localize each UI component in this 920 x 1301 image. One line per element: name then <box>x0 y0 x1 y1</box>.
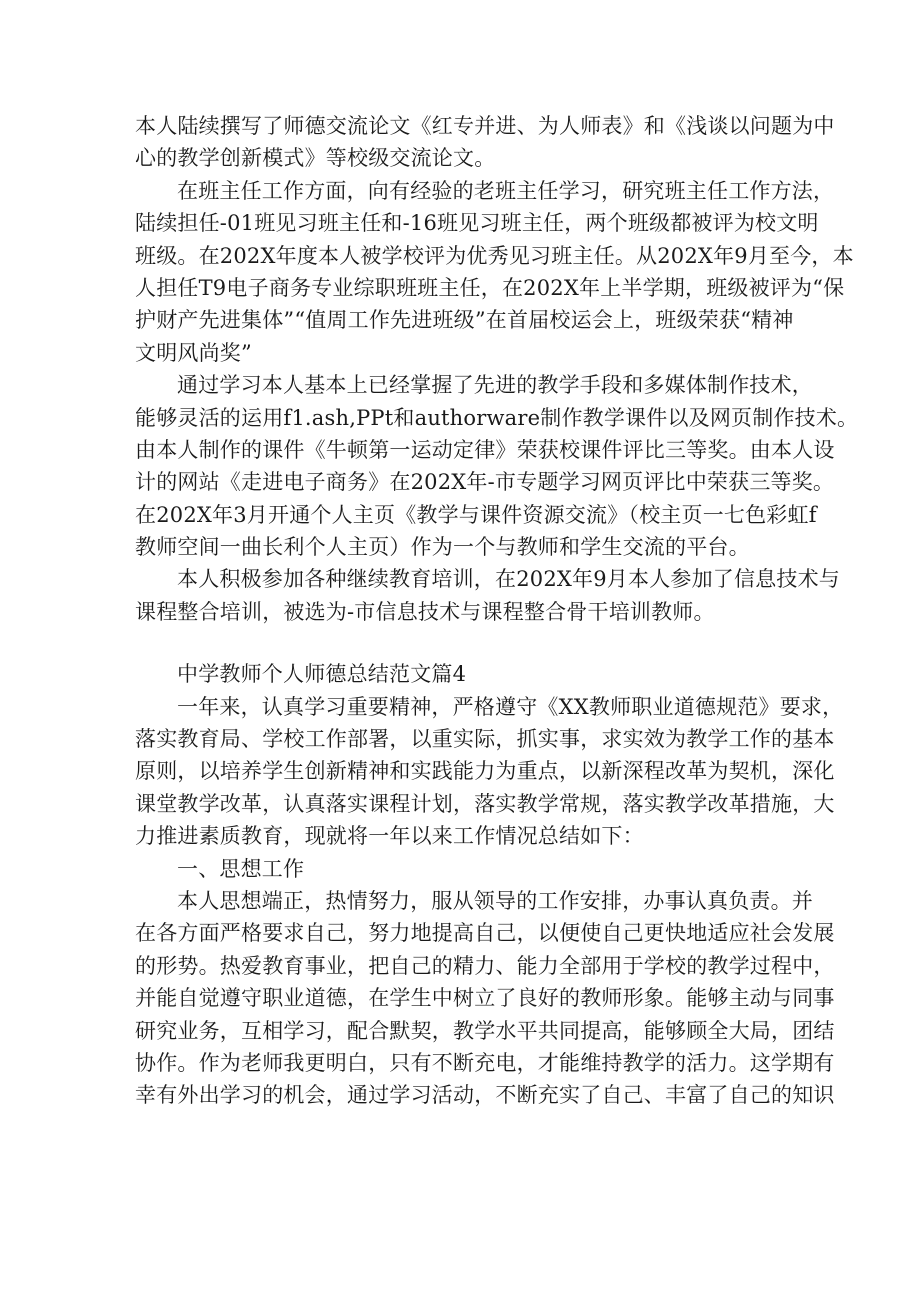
text-line: 原则，以培养学生创新精神和实践能力为重点，以新深程改革为契机，深化 <box>135 759 835 784</box>
paragraph-intro <box>135 691 844 853</box>
text-line: 由本人制作的课件《牛顿第一运动定律》荣获校课件评比三等奖。由本人设 <box>135 437 835 462</box>
text-line: 人担任T9电子商务专业综职班班主任，在202X年上半学期，班级被评为“保 <box>135 275 845 300</box>
text-line: 在班主任工作方面，向有经验的老班主任学习，研究班主任工作方法， <box>177 178 835 203</box>
text-line: 本人思想端正，热情努力，服从领导的工作安排，办事认真负责。并 <box>177 889 813 914</box>
text-line: 本人陆续撰写了师德交流论文《红专并进、为人师表》和《浅谈以问题为中 <box>135 114 835 138</box>
text-line: 班级。在202X年度本人被学校评为优秀见习班主任。从202X年9月至今，本 <box>135 243 854 268</box>
text-line: 在202X年3月开通个人主页《教学与课件资源交流》（校主页一七色彩虹f <box>135 502 817 527</box>
text-line: 本人积极参加各种继续教育培训，在202X年9月本人参加了信息技术与 <box>177 567 840 592</box>
text-line: 课程整合培训，被选为-市信息技术与课程整合骨干培训教师。 <box>135 599 715 624</box>
text-line: 研究业务，互相学习，配合默契，教学水平共同提高，能够顾全大局，团结 <box>135 1018 835 1043</box>
paragraph-class-teacher <box>135 175 854 369</box>
text-line: 课堂教学改革，认真落实课程计划，落实教学常规，落实教学改革措施，大 <box>135 791 835 816</box>
text-line: 教师空间一曲长利个人主页）作为一个与教师和学生交流的平台。 <box>135 535 750 560</box>
subheading-ideology: 一、思想工作 <box>177 856 305 881</box>
text-line: 协作。作为老师我更明白，只有不断充电，才能维持教学的活力。这学期有 <box>135 1050 835 1075</box>
text-line: 计的网站《走进电子商务》在202X年-市专题学习网页评比中荣获三等奖。 <box>135 470 835 495</box>
paragraph-ideology <box>135 885 835 1112</box>
section-gap <box>135 628 795 658</box>
text-line: 护财产先进集体”“值周工作先进班级”在首届校运会上，班级荣获“精神 <box>135 308 794 333</box>
text-line: 力推进素质教育，现就将一年以来工作情况总结如下： <box>135 824 644 849</box>
text-line: 心的教学创新模式》等校级交流论文。 <box>135 146 496 171</box>
section-title: 中学教师个人师德总结范文篇4 <box>177 662 467 687</box>
document-body <box>135 110 859 1112</box>
text-line: 并能自觉遵守职业道德，在学生中树立了良好的教师形象。能够主动与同事 <box>135 986 835 1011</box>
text-line: 陆续担任-01班见习班主任和-16班见习班主任，两个班级都被评为校文明 <box>135 211 819 236</box>
text-line: 在各方面严格要求自己，努力地提高自己，以便使自己更快地适应社会发展 <box>135 921 835 946</box>
text-line: 通过学习本人基本上已经掌握了先进的教学手段和多媒体制作技术， <box>177 373 813 398</box>
text-line: 一年来，认真学习重要精神，严格遵守《XX教师职业道德规范》要求， <box>177 694 844 719</box>
text-line: 幸有外出学习的机会，通过学习活动，不断充实了自己、丰富了自己的知识 <box>135 1083 835 1108</box>
text-line: 能够灵活的运用f1.ash,PPt和authorware制作教学课件以及网页制作技术。 <box>135 405 859 430</box>
text-line: 文明风尚奖” <box>135 340 252 365</box>
paragraph-training <box>135 563 840 628</box>
paragraph-papers <box>135 110 835 175</box>
text-line: 落实教育局、学校工作部署，以重实际，抓实事，求实效为教学工作的基本 <box>135 727 835 752</box>
text-line: 的形势。热爱教育事业，把自己的精力、能力全部用于学校的教学过程中， <box>135 953 835 978</box>
paragraph-multimedia <box>135 369 859 563</box>
